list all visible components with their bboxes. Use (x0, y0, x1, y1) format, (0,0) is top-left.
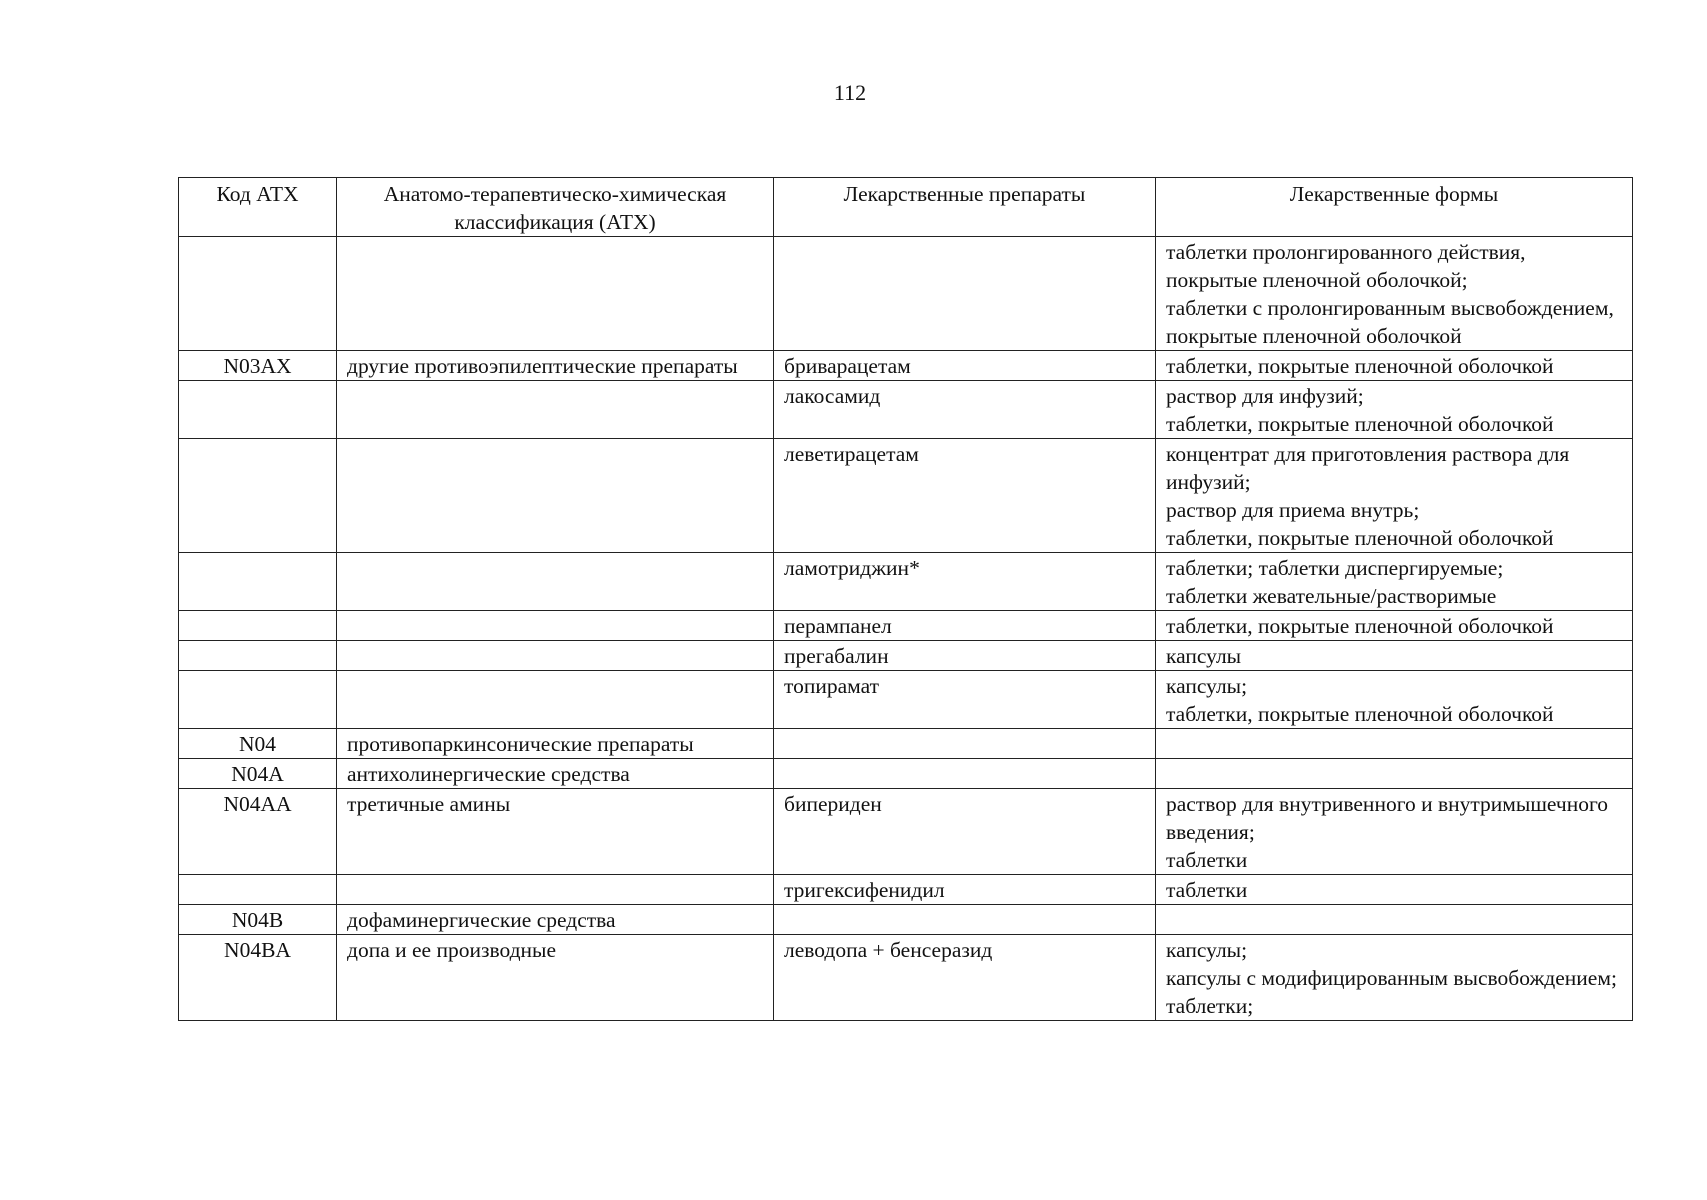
drug-cell: леводопа + бенсеразид (774, 935, 1156, 1021)
classification-cell: третичные амины (337, 789, 774, 875)
dosage-forms-cell (1156, 729, 1633, 759)
atx-code-cell: N04AA (179, 789, 337, 875)
dosage-forms-cell (1156, 381, 1633, 439)
table-row (179, 789, 1633, 875)
classification-cell (337, 611, 774, 641)
dosage-form-line: раствор для внутривенного и внутримышечного введения; (1166, 792, 1609, 844)
classification-cell (337, 553, 774, 611)
dosage-form-line: таблетки, покрытые пленочной оболочкой (1166, 412, 1554, 436)
header-classification: Анатомо-терапевтическо-химическая классификация (АТХ) (337, 178, 774, 237)
dosage-form-line: раствор для инфузий; (1166, 384, 1364, 408)
dosage-forms-cell (1156, 439, 1633, 553)
dosage-form-line: таблетки, покрытые пленочной оболочкой (1166, 526, 1554, 550)
classification-cell: дофаминергические средства (337, 905, 774, 935)
atx-code-cell: N04BA (179, 935, 337, 1021)
classification-cell (337, 439, 774, 553)
header-forms: Лекарственные формы (1156, 178, 1633, 237)
atx-code-cell (179, 439, 337, 553)
drug-cell (774, 759, 1156, 789)
dosage-forms-cell (1156, 935, 1633, 1021)
table-row (179, 439, 1633, 553)
table-row (179, 875, 1633, 905)
dosage-forms-cell (1156, 875, 1633, 905)
page-number: 112 (833, 80, 867, 105)
table-row (179, 641, 1633, 671)
classification-cell (337, 237, 774, 351)
classification-cell (337, 641, 774, 671)
table-row (179, 759, 1633, 789)
dosage-form-line: капсулы (1166, 644, 1242, 668)
dosage-forms-cell (1156, 237, 1633, 351)
dosage-form-line: таблетки с пролонгированным высвобождением, покрытые пленочной оболочкой (1166, 296, 1614, 348)
dosage-form-line: таблетки (1166, 848, 1248, 872)
table-row (179, 381, 1633, 439)
classification-cell (337, 671, 774, 729)
dosage-form-line: таблетки жевательные/растворимые (1166, 584, 1497, 608)
classification-cell (337, 875, 774, 905)
drug-cell: топирамат (774, 671, 1156, 729)
atx-code-cell: N03AX (179, 351, 337, 381)
dosage-form-line: таблетки, покрытые пленочной оболочкой (1166, 614, 1554, 638)
atx-code-cell (179, 381, 337, 439)
classification-cell (337, 381, 774, 439)
atx-code-cell (179, 641, 337, 671)
dosage-forms-cell (1156, 553, 1633, 611)
table-row (179, 729, 1633, 759)
table-row (179, 671, 1633, 729)
drug-cell: бриварацетам (774, 351, 1156, 381)
dosage-forms-cell (1156, 351, 1633, 381)
drug-cell (774, 905, 1156, 935)
dosage-form-line: капсулы; (1166, 674, 1248, 698)
classification-cell: противопаркинсонические препараты (337, 729, 774, 759)
dosage-forms-cell (1156, 641, 1633, 671)
dosage-form-line: таблетки, покрытые пленочной оболочкой (1166, 702, 1554, 726)
classification-cell: другие противоэпилептические препараты (337, 351, 774, 381)
table-row (179, 237, 1633, 351)
table-row (179, 905, 1633, 935)
dosage-forms-cell (1156, 905, 1633, 935)
table-row (179, 553, 1633, 611)
table-body (179, 237, 1633, 1021)
table-header-row (179, 178, 1633, 237)
dosage-form-line: концентрат для приготовления раствора для инфузий; (1166, 442, 1570, 494)
dosage-forms-cell (1156, 759, 1633, 789)
dosage-forms-cell (1156, 671, 1633, 729)
atx-code-cell (179, 671, 337, 729)
header-drugs: Лекарственные препараты (774, 178, 1156, 237)
dosage-forms-cell (1156, 611, 1633, 641)
table-row (179, 935, 1633, 1021)
atx-code-cell (179, 553, 337, 611)
drug-cell: тригексифенидил (774, 875, 1156, 905)
dosage-form-line: таблетки (1166, 878, 1248, 902)
atx-code-cell: N04A (179, 759, 337, 789)
table-row (179, 351, 1633, 381)
drug-cell: ламотриджин* (774, 553, 1156, 611)
drug-cell: бипериден (774, 789, 1156, 875)
atx-table (178, 177, 1633, 1021)
dosage-form-line: раствор для приема внутрь; (1166, 498, 1420, 522)
dosage-form-line: таблетки, покрытые пленочной оболочкой (1166, 354, 1554, 378)
header-code: Код АТХ (179, 178, 337, 237)
drug-cell (774, 237, 1156, 351)
drug-cell: прегабалин (774, 641, 1156, 671)
dosage-form-line: капсулы с модифицированным высвобождением; (1166, 966, 1617, 990)
atx-code-cell (179, 237, 337, 351)
classification-cell: антихолинергические средства (337, 759, 774, 789)
drug-cell: перампанел (774, 611, 1156, 641)
atx-code-cell: N04B (179, 905, 337, 935)
atx-code-cell (179, 611, 337, 641)
dosage-form-line: таблетки пролонгированного действия, покрытые пленочной оболочкой; (1166, 240, 1526, 292)
classification-cell: допа и ее производные (337, 935, 774, 1021)
atx-code-cell (179, 875, 337, 905)
drug-cell (774, 729, 1156, 759)
atx-code-cell: N04 (179, 729, 337, 759)
drug-cell: лакосамид (774, 381, 1156, 439)
dosage-forms-cell (1156, 789, 1633, 875)
dosage-form-line: таблетки; таблетки диспергируемые; (1166, 556, 1504, 580)
drug-cell: леветирацетам (774, 439, 1156, 553)
table-row (179, 611, 1633, 641)
dosage-form-line: таблетки; (1166, 994, 1254, 1018)
dosage-form-line: капсулы; (1166, 938, 1248, 962)
